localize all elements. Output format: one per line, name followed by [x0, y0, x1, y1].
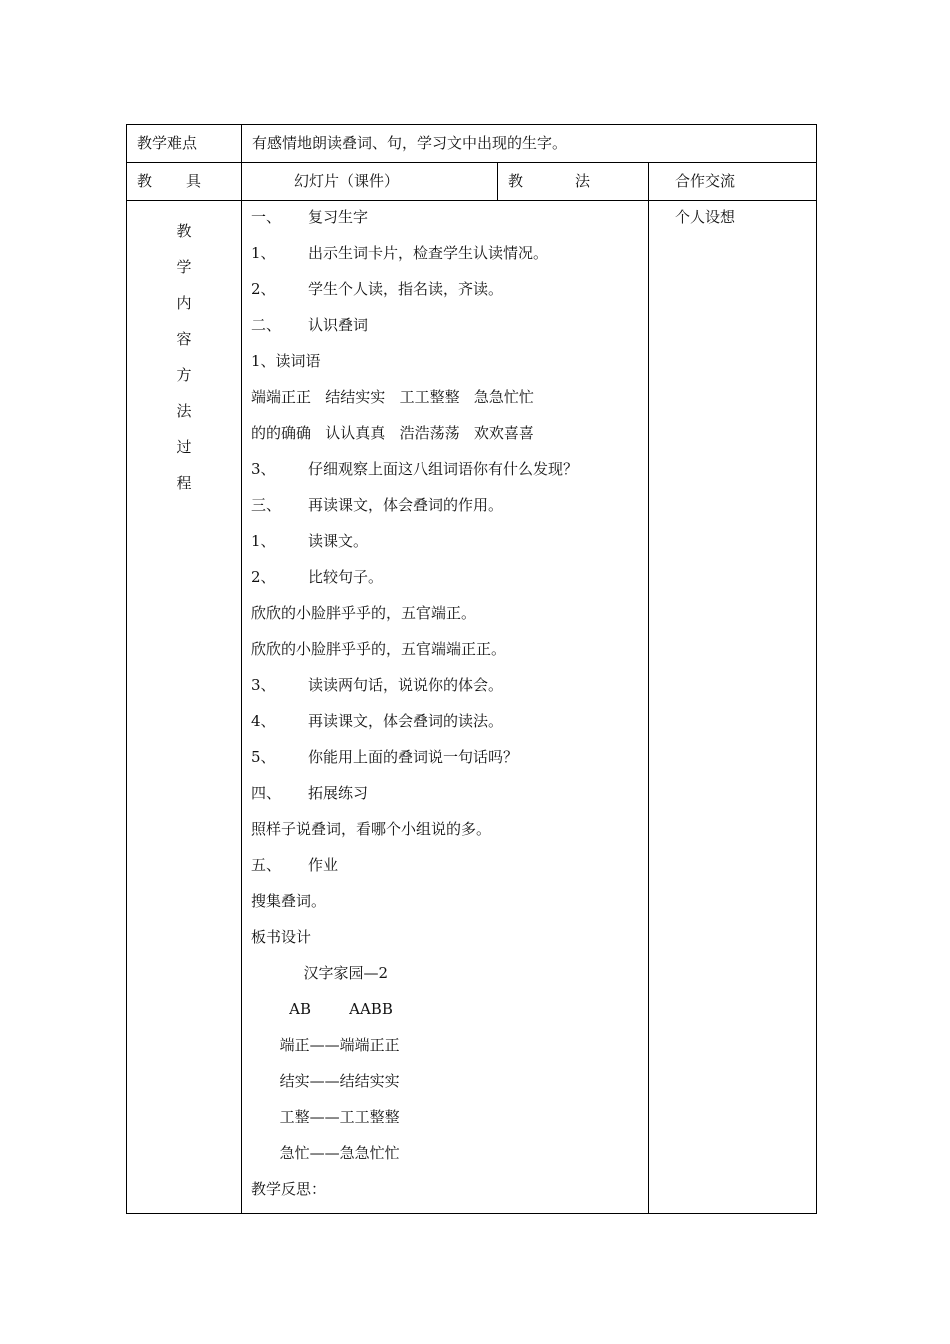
method-label — [498, 163, 648, 193]
content-line — [251, 817, 638, 853]
content-line-text: 再读课文，体会叠词的读法。 — [308, 712, 504, 730]
process-row — [127, 201, 817, 1214]
content-line-text: 工整——工工整整 — [251, 1108, 400, 1126]
method-value: 合作交流 — [675, 172, 736, 190]
content-line — [251, 745, 638, 781]
content-line — [251, 889, 638, 925]
content-line-text: 板书设计 — [251, 928, 312, 946]
difficulty-label-cell — [127, 125, 242, 163]
content-line-text: 读读两句话，说说你的体会。 — [308, 676, 504, 694]
tools-label-a: 教 — [137, 172, 153, 190]
content-line — [251, 457, 638, 493]
content-line-text: 认识叠词 — [308, 316, 369, 334]
content-line — [251, 925, 638, 961]
content-line-text: AB AABB — [251, 1000, 393, 1018]
process-label-char: 方 — [176, 366, 192, 384]
content-line-text: 端正——端端正正 — [251, 1036, 400, 1054]
tools-label-cell — [127, 163, 242, 201]
content-line-text: 仔细观察上面这八组词语你有什么发现？ — [308, 460, 579, 478]
content-line-text: 的的确确 认认真真 浩浩荡荡 欢欢喜喜 — [251, 424, 534, 442]
content-line-number: 3、 — [251, 676, 276, 694]
content-line — [251, 205, 638, 241]
content-line — [251, 313, 638, 349]
content-line-text: 搜集叠词。 — [251, 892, 327, 910]
content-line-text: 复习生字 — [308, 208, 369, 226]
content-line-text: 比较句子。 — [308, 568, 384, 586]
content-line-number: 5、 — [251, 748, 276, 766]
process-label-char: 过 — [176, 438, 192, 456]
content-line-number: 2、 — [251, 568, 276, 586]
process-label-char: 教 — [176, 222, 192, 240]
content-line-text: 拓展练习 — [308, 784, 369, 802]
method-value-cell — [649, 163, 817, 201]
content-line — [251, 961, 638, 997]
content-line — [251, 277, 638, 313]
content-line — [251, 493, 638, 529]
process-label-char: 程 — [176, 474, 192, 492]
content-line-text: 欣欣的小脸胖乎乎的，五官端端正正。 — [251, 640, 507, 658]
content-line — [251, 1177, 638, 1213]
content-line — [251, 385, 638, 421]
content-line-text: 汉字家园—2 — [251, 964, 388, 982]
content-line — [251, 637, 638, 673]
content-line — [251, 241, 638, 277]
content-line-text: 学生个人读，指名读，齐读。 — [308, 280, 504, 298]
content-line — [251, 853, 638, 889]
tools-row — [127, 163, 817, 201]
content-line-number: 四、 — [251, 784, 282, 802]
content-line-number: 一、 — [251, 208, 282, 226]
difficulty-text-cell — [242, 125, 817, 163]
content-line-text: 照样子说叠词，看哪个小组说的多。 — [251, 820, 492, 838]
content-line-number: 2、 — [251, 280, 276, 298]
content-line-number: 二、 — [251, 316, 282, 334]
content-line — [251, 421, 638, 457]
process-label-char: 法 — [176, 402, 192, 420]
tools-label — [127, 163, 241, 193]
content-line-text: 端端正正 结结实实 工工整整 急急忙忙 — [251, 388, 534, 406]
content-line — [251, 1033, 638, 1069]
process-label-vertical — [127, 201, 241, 507]
content-line-number: 3、 — [251, 460, 276, 478]
content-line-text: 教学反思： — [251, 1180, 327, 1198]
content-line — [251, 997, 638, 1033]
difficulty-row — [127, 125, 817, 163]
content-line-text: 1、读词语 — [251, 352, 321, 370]
process-label-char: 容 — [176, 330, 192, 348]
lesson-plan-table — [126, 124, 817, 1214]
process-content — [242, 201, 648, 1213]
content-line — [251, 1069, 638, 1105]
content-line-number: 1、 — [251, 244, 276, 262]
content-line-text: 再读课文，体会叠词的作用。 — [308, 496, 504, 514]
content-line — [251, 1105, 638, 1141]
tools-label-b: 具 — [186, 172, 202, 190]
content-line — [251, 709, 638, 745]
tools-value: 幻灯片（课件） — [294, 172, 400, 190]
personal-cell — [649, 201, 817, 1214]
content-line-text: 急忙——急急忙忙 — [251, 1144, 400, 1162]
method-label-b: 法 — [575, 172, 591, 190]
content-line-number: 三、 — [251, 496, 282, 514]
process-content-cell — [242, 201, 649, 1214]
method-label-cell — [498, 163, 649, 201]
content-line-text: 出示生词卡片，检查学生认读情况。 — [308, 244, 549, 262]
method-label-a: 教 — [508, 172, 524, 190]
content-line-number: 1、 — [251, 532, 276, 550]
content-line-text: 作业 — [308, 856, 339, 874]
personal-label: 个人设想 — [675, 208, 736, 226]
process-label-cell — [127, 201, 242, 1214]
content-line-text: 你能用上面的叠词说一句话吗？ — [308, 748, 519, 766]
content-line — [251, 673, 638, 709]
content-line-number: 五、 — [251, 856, 282, 874]
process-label-char: 内 — [176, 294, 192, 312]
content-line-text: 欣欣的小脸胖乎乎的，五官端正。 — [251, 604, 477, 622]
content-line — [251, 1141, 638, 1177]
content-line-text: 结实——结结实实 — [251, 1072, 400, 1090]
content-line — [251, 529, 638, 565]
content-line — [251, 781, 638, 817]
content-line — [251, 349, 638, 385]
content-line — [251, 601, 638, 637]
content-line-text: 读课文。 — [308, 532, 369, 550]
content-line — [251, 565, 638, 601]
process-label-char: 学 — [176, 258, 192, 276]
difficulty-label: 教学难点 — [137, 134, 198, 152]
tools-value-cell — [242, 163, 498, 201]
content-line-number: 4、 — [251, 712, 276, 730]
difficulty-text: 有感情地朗读叠词、句，学习文中出现的生字。 — [252, 134, 568, 152]
